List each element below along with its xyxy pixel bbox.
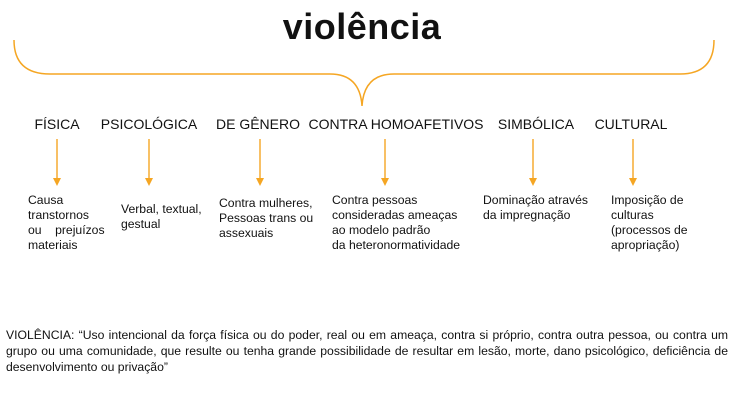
category-psicologica: PSICOLÓGICA: [100, 116, 198, 132]
desc-line: culturas: [611, 208, 654, 222]
desc-line: Contra mulheres,: [219, 196, 313, 210]
arrow-de-genero: [256, 139, 264, 186]
desc-line: Causa: [28, 193, 64, 207]
desc-fisica: [28, 193, 114, 253]
desc-line: materiais: [28, 238, 78, 252]
arrow-cultural: [629, 139, 637, 186]
desc-line: apropriação): [611, 238, 680, 252]
desc-cultural: [611, 193, 707, 253]
category-de-genero: DE GÊNERO: [215, 116, 301, 132]
top-brace: [14, 40, 714, 106]
desc-simbolica: [483, 193, 595, 223]
desc-line: gestual: [121, 217, 161, 231]
category-simbolica: SIMBÓLICA: [497, 116, 575, 132]
diagram-title: violência: [282, 6, 442, 47]
desc-line: ao modelo padrão: [332, 223, 431, 237]
arrow-fisica: [53, 139, 61, 186]
desc-contra-homoafetivos: [332, 193, 476, 253]
desc-line: da heteronormatividade: [332, 238, 461, 252]
desc-de-genero: [219, 196, 323, 241]
desc-line: Dominação através: [483, 193, 588, 207]
arrow-psicologica: [145, 139, 153, 186]
desc-line: Contra pessoas: [332, 193, 418, 207]
desc-line: Pessoas trans ou: [219, 211, 314, 225]
violence-definition: VIOLÊNCIA: “Uso intencional da força física ou do poder, real ou em ameaça, contra si próprio, contra outra pessoa, ou contra um grupo ou uma comunidade, que resulte ou tenha grande possibilidade de resultar em lesão, morte, dano psicológico, deficiência de desenvolvimento ou privação”: [6, 328, 728, 374]
desc-line: Verbal, textual,: [121, 202, 202, 216]
desc-line: consideradas ameaças: [332, 208, 458, 222]
desc-line: (processos de: [611, 223, 688, 237]
arrows: [53, 139, 637, 186]
desc-line: da impregnação: [483, 208, 571, 222]
desc-line: ou prejuízos: [28, 223, 105, 237]
arrow-contra-homoafetivos: [381, 139, 389, 186]
category-cultural: CULTURAL: [594, 116, 668, 132]
category-contra-homoafetivos: CONTRA HOMOAFETIVOS: [308, 116, 484, 132]
desc-psicologica: [121, 202, 217, 232]
arrow-simbolica: [529, 139, 537, 186]
desc-line: assexuais: [219, 226, 274, 240]
category-fisica: FÍSICA: [34, 116, 80, 132]
desc-line: Imposição de: [611, 193, 684, 207]
desc-line: transtornos: [28, 208, 89, 222]
